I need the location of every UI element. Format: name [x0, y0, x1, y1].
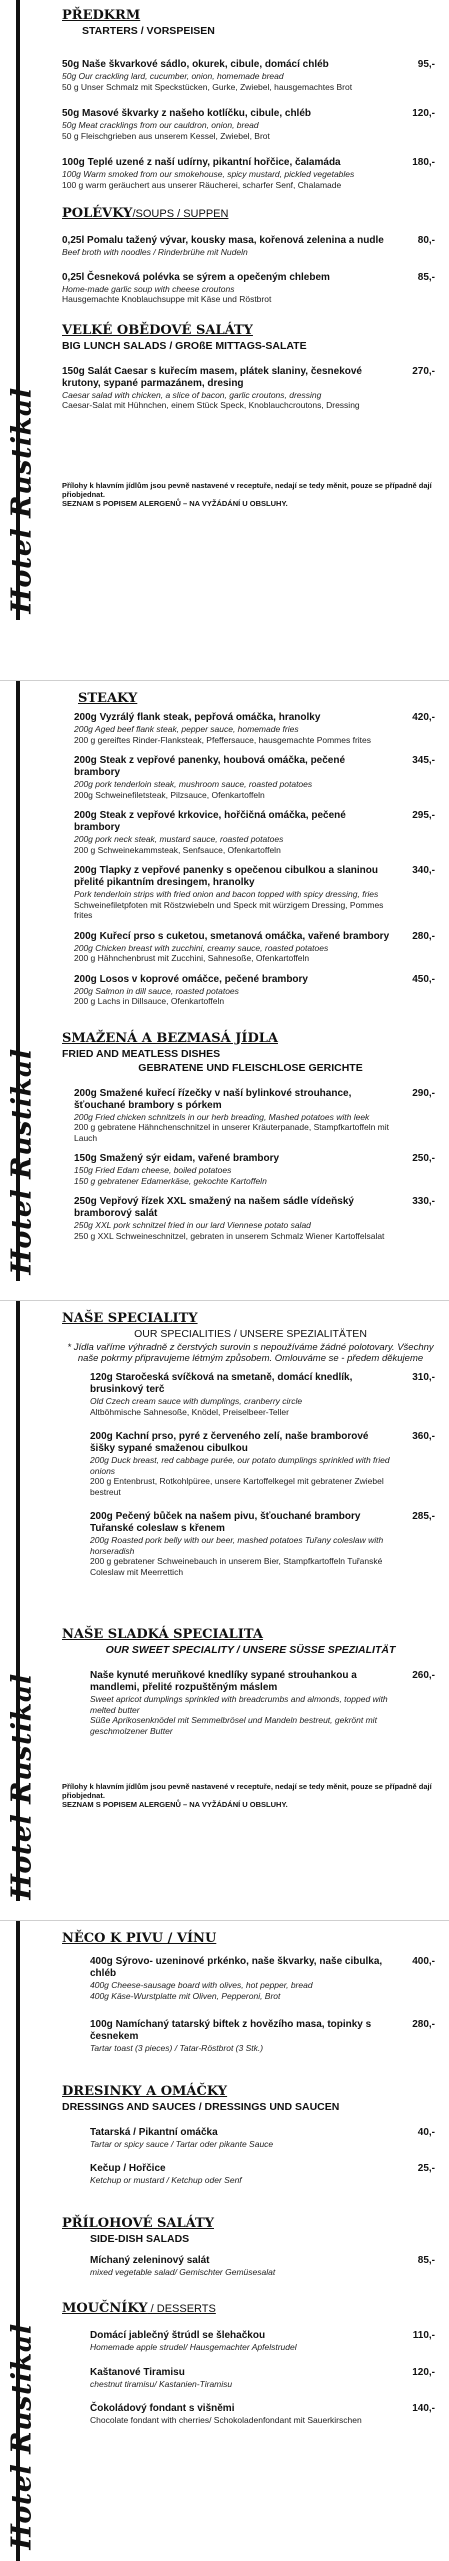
item-price: 310,- — [412, 1372, 435, 1383]
item-name: 200g Losos v koprové omáčce, pečené brambory — [74, 973, 308, 985]
item-name: Domácí jablečný štrúdl se šlehačkou — [90, 2330, 266, 2341]
section-title-rest: /SOUPS / SUPPEN — [132, 208, 229, 220]
item-price: 25,- — [417, 2163, 435, 2174]
menu-item — [90, 1670, 439, 1736]
item-price: 450,- — [412, 973, 435, 985]
menu-item — [74, 810, 439, 855]
item-desc: Caesar-Salat mit Hühnchen, einem Stück Speck, Knoblauchcroutons, Dressing — [62, 400, 360, 410]
item-name: 120g Staročeská svíčková na smetaně, domácí knedlík, brusinkový terč — [90, 1372, 353, 1395]
panel-content — [62, 0, 439, 508]
item-desc: mixed vegetable salad/ Gemischter Gemüsesalat — [90, 2266, 276, 2277]
footnote-text: Přílohy k hlavním jídlům jsou pevně nastavené v receptuře, nedají se tedy měnit, pouze se případně dají přiobjednat. — [62, 1782, 432, 1800]
brand-logo — [8, 380, 36, 620]
section-note: * Jídla vaříme výhradně z čerstvých surovin s nepoužíváme žádné polotovary. Všechny naše pokrmy připravujeme létmým způsobem. Omlouváme se - předem děkujeme — [67, 1342, 434, 1364]
section-subtitle: SIDE-DISH SALADS — [90, 2232, 190, 2245]
item-name: Tatarská / Pikantní omáčka — [90, 2126, 218, 2138]
section-title-main: MOUČNÍKY — [62, 2301, 148, 2316]
section-items — [90, 1956, 439, 2054]
brand-text: Hotel Rustikal — [6, 386, 38, 614]
section-title: PŘEDKRM — [62, 8, 141, 23]
item-name: 250g Vepřový řízek XXL smažený na našem sádle vídeňský bramborový salát — [74, 1196, 354, 1219]
item-price: 95,- — [417, 59, 435, 70]
section-title: VELKÉ OBĚDOVÉ SALÁTY — [62, 322, 253, 338]
menu-item — [90, 2127, 439, 2150]
menu-item — [90, 2255, 439, 2278]
panel-content — [62, 1301, 439, 1809]
menu-item — [74, 712, 439, 745]
item-name: 200g Steak z vepřové krkovice, hořčičná omáčka, pečené brambory — [74, 810, 346, 833]
item-price: 330,- — [412, 1196, 435, 1207]
brand-text: Hotel Rustikal — [6, 1672, 38, 1900]
item-desc: 200 g gebratener Schweinebauch in unserem Bier, Stampfkartoffeln Tuřanské Coleslaw mit Meerrettich — [90, 1556, 383, 1577]
item-desc: 200g pork neck steak, mustard sauce, roasted potatoes — [74, 834, 284, 844]
item-desc: Home-made garlic soup with cheese croutons — [62, 283, 235, 294]
item-name: 100g Teplé uzené z naší udírny, pikantní hořčice, čalamáda — [62, 157, 341, 168]
item-desc: 100 g warm geräuchert aus unserer Räucherei, scharfer Senf, Chalamade — [62, 179, 342, 190]
item-name: 200g Steak z vepřové panenky, houbová omáčka, pečené brambory — [74, 755, 346, 778]
item-desc: 200 g gereiftes Rinder-Flanksteak, Pfeffersauce, hausgemachte Pommes frites — [74, 734, 372, 745]
menu-panel-1 — [0, 0, 449, 620]
menu-item — [90, 2163, 439, 2186]
brand-text: Hotel Rustikal — [6, 2322, 38, 2550]
item-name: Čokoládový fondant s višněmi — [90, 2403, 235, 2414]
menu-item — [62, 108, 439, 141]
section-subtitle: BIG LUNCH SALADS / GROßE MITTAGS-SALATE — [62, 339, 307, 352]
section-title: DRESINKY A OMÁČKY — [62, 2083, 228, 2099]
section-items — [90, 2330, 439, 2426]
section-items — [74, 712, 439, 1007]
footnote — [62, 1782, 439, 1809]
section-title: PŘÍLOHOVÉ SALÁTY — [62, 2215, 214, 2231]
allergen-note: SEZNAM S POPISEM ALERGENŮ – NA VYŽÁDÁNÍ U OBSLUHY. — [62, 1800, 288, 1809]
item-desc: 250 g XXL Schweineschnitzel, gebraten in unserem Schmalz Wiener Kartoffelsalat — [74, 1230, 385, 1241]
menu-item — [90, 2367, 439, 2390]
item-desc: Süße Aprikosenknödel mit Semmelbrösel und Mandeln bestreut, gekrönt mit geschmolzener Butter — [90, 1715, 377, 1736]
item-name: 200g Kuřecí prso s cuketou, smetanová omáčka, vařené brambory — [74, 930, 390, 942]
item-desc: 50g Meat cracklings from our cauldron, onion, bread — [62, 120, 259, 130]
item-desc: Altböhmische Sahnesoße, Knödel, Preiselbeer-Teller — [90, 1406, 289, 1417]
menu-item — [74, 931, 439, 964]
menu-item — [62, 272, 439, 305]
section-items — [90, 2127, 439, 2186]
item-desc: Sweet apricot dumplings sprinkled with breadcrumbs and almonds, topped with melted butter — [90, 1694, 388, 1715]
item-name: 150g Salát Caesar s kuřecím masem, plátek slaniny, česnekové krutony, sypané parmazánem, dresing — [62, 365, 362, 389]
item-name: 100g Namíchaný tatarský biftek z hovězího masa, topinky s česnekem — [90, 2019, 372, 2042]
menu-panel-2 — [0, 680, 449, 1281]
menu-item — [90, 1511, 439, 1577]
item-desc: 150g Fried Edam cheese, boiled potatoes — [74, 1165, 232, 1175]
item-price: 340,- — [412, 865, 435, 876]
section-items — [90, 1372, 439, 1577]
item-price: 270,- — [412, 365, 435, 377]
item-name: 200g Smažené kuřecí řízečky v naší bylinkové strouhance, šťouchané brambory s pórkem — [74, 1087, 352, 1111]
item-name: 400g Sýrovo- uzeninové prkénko, naše škvarky, naše cibulka, chléb — [90, 1956, 383, 1979]
section-title: STEAKY — [78, 691, 138, 706]
item-price: 120,- — [412, 2366, 435, 2378]
section-items — [90, 1670, 439, 1736]
item-price: 400,- — [412, 1956, 435, 1967]
item-desc: Tartar or spicy sauce / Tartar oder pikante Sauce — [90, 2138, 274, 2149]
section-subtitle: DRESSINGS AND SAUCES / DRESSINGS UND SAUCEN — [62, 2100, 340, 2113]
menu-item — [74, 1153, 439, 1186]
menu-item — [90, 2403, 439, 2426]
brand-logo — [8, 1041, 36, 1281]
menu-panel-3 — [0, 1300, 449, 1901]
item-desc: 50g Our crackling lard, cucumber, onion, homemade bread — [62, 71, 284, 81]
item-price: 295,- — [412, 810, 435, 821]
item-price: 85,- — [417, 2254, 435, 2266]
item-desc: Ketchup or mustard / Ketchup oder Senf — [90, 2175, 242, 2185]
item-desc: 150 g gebratener Edamerkäse, gekochte Kartoffeln — [74, 1175, 267, 1186]
item-name: 200g Kachní prso, pyré z červeného zelí, naše bramborové šišky sypané smaženou cibulkou — [90, 1431, 369, 1454]
item-desc: chestnut tiramisu/ Kastanien-Tiramisu — [90, 2378, 233, 2389]
section-title-main: POLÉVKY — [62, 206, 133, 221]
item-desc: 200g Schweinefiletsteak, Pilzsauce, Ofenkartoffeln — [74, 789, 265, 800]
item-desc: 200 g Hähnchenbrust mit Zucchini, Sahnesoße, Ofenkartoffeln — [74, 953, 310, 963]
item-name: 200g Pečený bůček na našem pivu, šťouchané brambory Tuřanské coleslaw s křenem — [90, 1511, 361, 1534]
section-items — [90, 2255, 439, 2278]
item-name: 50g Masové škvarky z našeho kotlíčku, cibule, chléb — [62, 108, 311, 119]
menu-item — [90, 2330, 439, 2353]
menu-item — [74, 1088, 439, 1144]
item-name: Naše kynuté meruňkové knedlíky sypané strouhankou a mandlemi, přelité rozpuštěným máslem — [90, 1670, 357, 1693]
section-title: NAŠE SPECIALITY — [62, 1311, 198, 1326]
item-price: 140,- — [412, 2403, 435, 2414]
section-title: SMAŽENÁ A BEZMASÁ JÍDLA — [62, 1030, 278, 1046]
item-desc: 250g XXL pork schnitzel fried in our lard Viennese potato salad — [74, 1220, 311, 1230]
item-price: 120,- — [412, 108, 435, 119]
menu-item — [90, 1372, 439, 1417]
section-subtitle: OUR SWEET SPECIALITY / UNSERE SÜSSE SPEZIALITÄT — [105, 1644, 396, 1656]
item-name: Míchaný zeleninový salát — [90, 2254, 210, 2266]
item-desc: 200g pork tenderloin steak, mushroom sauce, roasted potatoes — [74, 779, 313, 789]
item-name: 50g Naše škvarkové sádlo, okurek, cibule, domácí chléb — [62, 59, 329, 70]
panel-content — [62, 681, 439, 1251]
section-title — [62, 206, 439, 221]
item-desc: 200g Salmon in dill sauce, roasted potatoes — [74, 985, 239, 996]
item-name: Kečup / Hořčice — [90, 2163, 166, 2174]
menu-item — [90, 1431, 439, 1497]
section-subtitle: FRIED AND MEATLESS DISHES — [62, 1047, 221, 1060]
panel-content — [62, 1921, 439, 2436]
menu-item — [74, 1196, 439, 1241]
item-desc: Pork tenderloin strips with fried onion and bacon topped with spicy dressing, fries — [74, 889, 379, 899]
menu-item — [62, 366, 439, 411]
allergen-note: SEZNAM S POPISEM ALERGENŮ – NA VYŽÁDÁNÍ U OBSLUHY. — [62, 498, 288, 508]
item-desc: 200 g Schweinekammsteak, Senfsauce, Ofenkartoffeln — [74, 844, 281, 855]
item-price: 250,- — [412, 1153, 435, 1164]
item-name: 0,25l Pomalu tažený vývar, kousky masa, kořenová zelenina a nudle — [62, 235, 384, 246]
item-price: 345,- — [412, 755, 435, 766]
menu-item — [90, 1956, 439, 2001]
item-price: 180,- — [412, 157, 435, 168]
section-subtitle: STARTERS / VORSPEISEN — [82, 25, 215, 37]
item-desc: 200g Fried chicken schnitzels in our herb breading, Mashed potatoes with leek — [74, 1111, 370, 1122]
item-price: 360,- — [412, 1431, 435, 1442]
item-price: 290,- — [412, 1087, 435, 1099]
item-desc: 200 g gebratene Hähnchenschnitzel in unserer Kräuterpanade, Stampfkartoffeln mit Lauch — [74, 1122, 390, 1143]
item-desc: 200 g Lachs in Dillsauce, Ofenkartoffeln — [74, 996, 225, 1006]
item-price: 260,- — [412, 1670, 435, 1681]
item-desc: 50 g Fleischgrieben aus unserem Kessel, Zwiebel, Brot — [62, 130, 270, 141]
section-title-rest: / DESSERTS — [147, 2303, 216, 2315]
item-name: Kaštanové Tiramisu — [90, 2366, 185, 2378]
item-desc: 400g Käse-Wurstplatte mit Oliven, Pepperoni, Brot — [90, 1990, 281, 2001]
menu-item — [62, 59, 439, 92]
item-desc: 50 g Unser Schmalz mit Speckstücken, Gurke, Zwiebel, hausgemachtes Brot — [62, 81, 353, 92]
item-price: 285,- — [412, 1511, 435, 1522]
item-price: 420,- — [412, 712, 435, 723]
item-price: 80,- — [417, 235, 435, 246]
item-desc: Caesar salad with chicken, a slice of bacon, garlic croutons, dressing — [62, 389, 322, 400]
item-name: 200g Vyzrálý flank steak, pepřová omáčka, hranolky — [74, 712, 321, 723]
menu-item — [74, 865, 439, 921]
menu-panel-4 — [0, 1920, 449, 2561]
footnote-text: Přílohy k hlavním jídlům jsou pevně nastavené v receptuře, nedají se tedy měnit, pouze se případně dají přiobjednat. — [62, 480, 432, 499]
item-name: 200g Tlapky z vepřové panenky s opečenou cibulkou a slaninou přelité pikantním dresingem, hranolky — [74, 865, 378, 888]
item-price: 280,- — [412, 2019, 435, 2030]
brand-logo — [8, 2311, 36, 2561]
section-items — [74, 1088, 439, 1242]
section-title: NAŠE SLADKÁ SPECIALITA — [62, 1627, 263, 1642]
item-desc: 200g Chicken breast with zucchini, creamy sauce, roasted potatoes — [74, 942, 329, 953]
item-desc: Tartar toast (3 pieces) / Tatar-Röstbrot (3 Stk.) — [90, 2043, 264, 2053]
item-desc: 200g Duck breast, red cabbage purée, our potato dumplings sprinkled with fried onions — [90, 1455, 390, 1476]
item-desc: 200g Aged beef flank steak, pepper sauce, homemade fries — [74, 724, 299, 734]
section-subtitle: OUR SPECIALITIES / UNSERE SPEZIALITÄTEN — [134, 1328, 367, 1340]
item-desc: 100g Warm smoked from our smokehouse, spicy mustard, pickled vegetables — [62, 169, 355, 179]
brand-text: Hotel Rustikal — [6, 1047, 38, 1275]
item-price: 280,- — [412, 930, 435, 942]
section-subtitle-de: GEBRATENE UND FLEISCHLOSE GERICHTE — [138, 1061, 363, 1074]
item-desc: Schweinefiletpfoten mit Röstzwiebeln und Speck mit würzigem Dressing, Pommes frites — [74, 899, 384, 920]
item-name: 0,25l Česneková polévka se sýrem a opečeným chlebem — [62, 271, 330, 283]
menu-item — [74, 755, 439, 800]
item-price: 40,- — [417, 2126, 435, 2138]
item-desc: Chocolate fondant with cherries/ Schokoladenfondant mit Sauerkirschen — [90, 2415, 362, 2425]
menu-item — [62, 235, 439, 258]
item-desc: 200g Roasted pork belly with our beer, mashed potatoes Tuřany coleslaw with horseradish — [90, 1535, 384, 1556]
item-price: 85,- — [417, 271, 435, 283]
item-price: 110,- — [412, 2330, 435, 2341]
menu-item — [90, 2019, 439, 2054]
item-desc: 200 g Entenbrust, Rotkohlpüree, unsere Kartoffelkegel mit gebratener Zwiebel bestreut — [90, 1476, 384, 1497]
item-desc: Old Czech cream sauce with dumplings, cranberry circle — [90, 1396, 303, 1406]
item-desc: 400g Cheese-sausage board with olives, hot pepper, bread — [90, 1980, 313, 1990]
item-desc: Homemade apple strudel/ Hausgemachter Apfelstrudel — [90, 2342, 297, 2352]
item-name: 150g Smažený sýr eidam, vařené brambory — [74, 1153, 280, 1164]
footnote — [62, 481, 439, 508]
brand-logo — [8, 1671, 36, 1901]
section-title — [62, 2301, 439, 2316]
section-title: NĚCO K PIVU / VÍNU — [62, 1931, 217, 1946]
menu-item — [62, 157, 439, 190]
item-desc: Beef broth with noodles / Rinderbrühe mit Nudeln — [62, 247, 248, 257]
item-desc: Hausgemachte Knoblauchsuppe mit Käse und Röstbrot — [62, 294, 272, 304]
menu-item — [74, 974, 439, 1007]
